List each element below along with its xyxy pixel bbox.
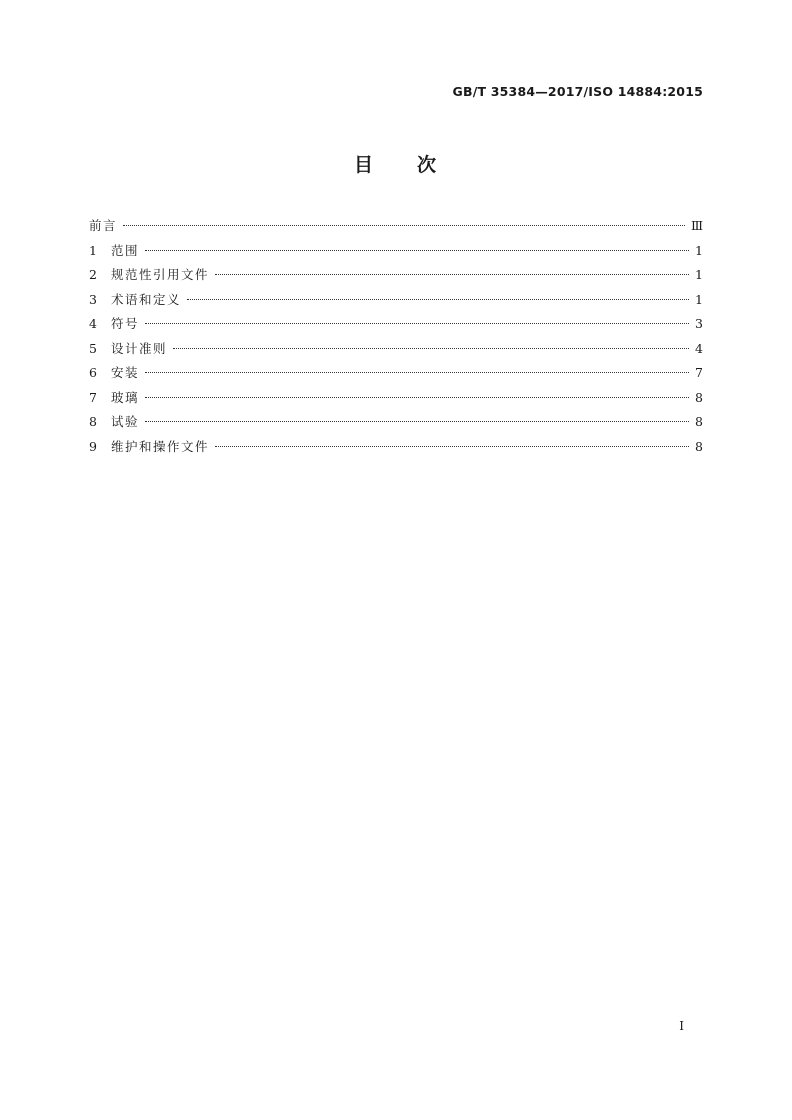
toc-entry-page: 8 <box>695 438 703 454</box>
toc-entry-number: 8 <box>89 414 97 429</box>
toc-entry-number: 3 <box>89 291 97 307</box>
toc-entry-page: 3 <box>695 316 703 331</box>
toc-entry-label: 设计准则 <box>111 340 168 356</box>
toc-entry-label: 安装 <box>111 365 140 380</box>
toc-list <box>89 214 703 459</box>
toc-entry-page: 1 <box>695 291 703 307</box>
toc-title <box>0 150 792 177</box>
toc-entry-label: 试验 <box>111 414 140 429</box>
toc-leader <box>145 372 689 373</box>
toc-entry-label: 术语和定义 <box>111 291 182 307</box>
toc-entry-page: 4 <box>695 340 703 356</box>
toc-entry-page: 7 <box>695 365 703 380</box>
toc-entry-number: 5 <box>89 340 97 356</box>
toc-entry-label: 维护和操作文件 <box>111 438 210 454</box>
toc-entry-9[interactable] <box>89 435 703 460</box>
toc-leader <box>123 225 685 226</box>
standard-code: GB/T 35384—2017/ISO 14884:2015 <box>452 84 703 99</box>
toc-entry-3[interactable] <box>89 288 703 313</box>
toc-entry-1[interactable] <box>89 239 703 264</box>
toc-entry-label: 范围 <box>111 242 140 258</box>
toc-entry-number: 6 <box>89 365 97 380</box>
toc-leader <box>187 299 689 300</box>
toc-entry-label: 前言 <box>89 218 118 233</box>
toc-entry-number: 9 <box>89 438 97 454</box>
toc-entry-label: 玻璃 <box>111 389 140 405</box>
toc-leader <box>145 323 689 324</box>
toc-entry-label: 规范性引用文件 <box>111 267 210 282</box>
toc-entry-6[interactable] <box>89 361 703 386</box>
toc-leader <box>215 274 689 275</box>
toc-leader <box>173 348 689 349</box>
toc-entry-label: 符号 <box>111 316 140 331</box>
toc-entry-page: 8 <box>695 389 703 405</box>
toc-title-part1: 目 <box>353 154 375 176</box>
toc-leader <box>215 446 689 447</box>
toc-entry-2[interactable] <box>89 263 703 288</box>
toc-entry-page: 8 <box>695 414 703 429</box>
toc-entry-number: 4 <box>89 316 97 331</box>
toc-entry-page: 1 <box>695 267 703 282</box>
toc-entry-number: 2 <box>89 267 97 282</box>
toc-entry-7[interactable] <box>89 386 703 411</box>
toc-leader <box>145 397 689 398</box>
toc-entry-page: Ⅲ <box>690 218 703 233</box>
toc-entry-number: 1 <box>89 242 97 258</box>
toc-leader <box>145 250 689 251</box>
toc-leader <box>145 421 689 422</box>
toc-entry-5[interactable] <box>89 337 703 362</box>
toc-entry-page: 1 <box>695 242 703 258</box>
toc-entry-4[interactable] <box>89 312 703 337</box>
toc-entry-number: 7 <box>89 389 97 405</box>
toc-title-part2: 次 <box>417 154 439 176</box>
toc-entry-foreword[interactable] <box>89 214 703 239</box>
page-number: Ⅰ <box>679 1019 684 1033</box>
toc-entry-8[interactable] <box>89 410 703 435</box>
